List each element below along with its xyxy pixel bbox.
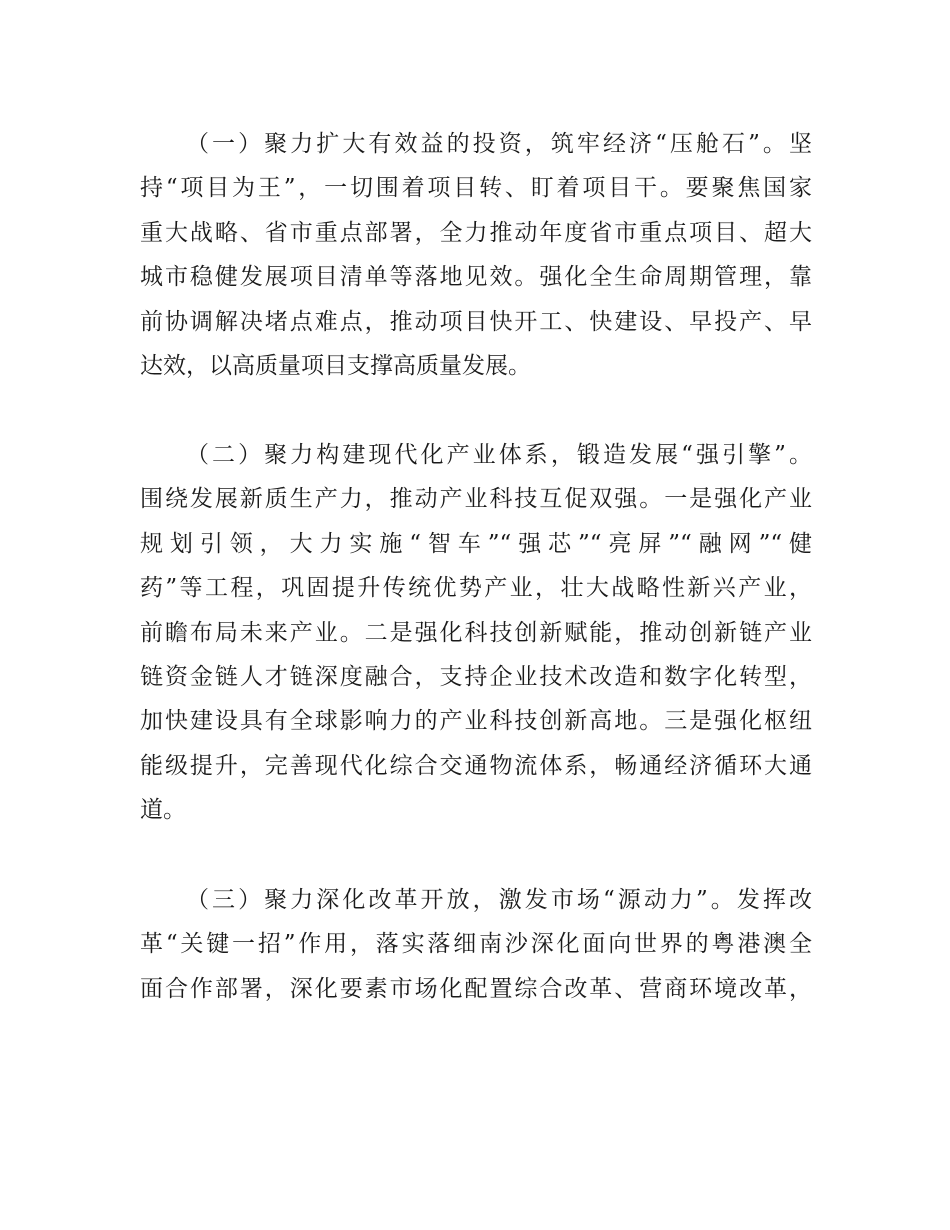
paragraph-line: 加快建设具有全球影响力的产业科技创新高地。三是强化枢纽 [140,708,812,735]
paragraph-line: 革“关键一招”作用，落实落细南沙深化面向世界的粤港澳全 [140,931,812,958]
paragraph-line: 持“项目为王”，一切围着项目转、盯着项目干。要聚焦国家 [140,175,812,202]
paragraph-line: 围绕发展新质生产力，推动产业科技互促双强。一是强化产业 [140,486,812,513]
paragraph-line: 道。 [140,797,186,824]
paragraph-line: 城市稳健发展项目清单等落地见效。强化全生命周期管理，靠 [140,264,812,291]
paragraph-line: （二）聚力构建现代化产业体系，锻造发展“强引擎”。 [186,442,812,468]
paragraph-line: （一）聚力扩大有效益的投资，筑牢经济“压舱石”。坚 [186,131,812,157]
paragraph-line: 链资金链人才链深度融合，支持企业技术改造和数字化转型， [140,664,812,691]
paragraph-line: 达效，以高质量项目支撑高质量发展。 [140,353,531,380]
paragraph-line: 规划引领，大力实施“智车”“强芯”“亮屏”“融网”“健 [140,530,812,557]
paragraph-2 [140,433,812,833]
paragraph-line: （三）聚力深化改革开放，激发市场“源动力”。发挥改 [186,887,812,913]
paragraph-line: 药”等工程，巩固提升传统优势产业，壮大战略性新兴产业， [140,575,812,602]
paragraph-line: 前瞻布局未来产业。二是强化科技创新赋能，推动创新链产业 [140,619,812,646]
paragraph-line: 能级提升，完善现代化综合交通物流体系，畅通经济循环大通 [140,752,812,779]
paragraph-1 [140,122,812,388]
paragraph-3 [140,878,812,1011]
paragraph-line: 面合作部署，深化要素市场化配置综合改革、营商环境改革， [140,975,812,1002]
paragraph-line: 重大战略、省市重点部署，全力推动年度省市重点项目、超大 [140,219,812,246]
paragraph-line: 前协调解决堵点难点，推动项目快开工、快建设、早投产、早 [140,308,812,335]
